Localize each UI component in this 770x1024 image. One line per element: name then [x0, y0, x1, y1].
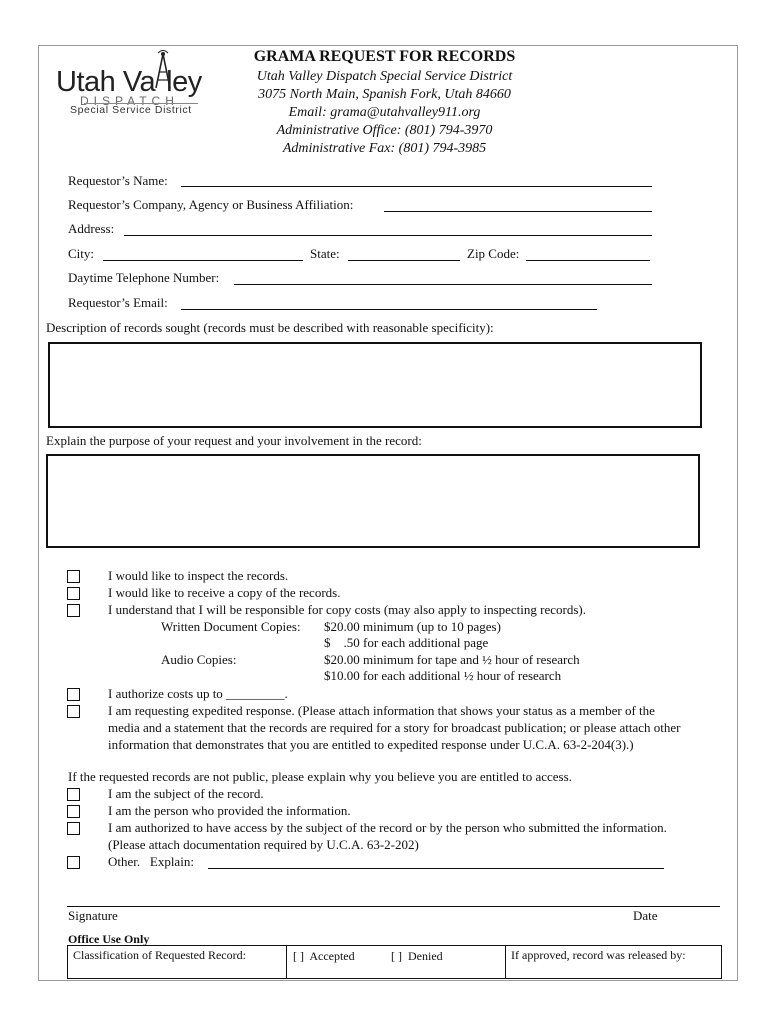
- state-input[interactable]: [348, 259, 460, 261]
- fee-audio-additional: $10.00 for each additional ½ hour of research: [324, 668, 562, 683]
- header-org: Utah Valley Dispatch Special Service District: [256, 69, 513, 84]
- office-use-title: Office Use Only: [68, 932, 150, 946]
- provided-checkbox[interactable]: [67, 805, 80, 818]
- email-label: Requestor’s Email:: [68, 295, 168, 310]
- office-use-table: [67, 945, 722, 979]
- description-textarea[interactable]: [48, 342, 702, 428]
- fee-audio-label: Audio Copies:: [161, 652, 237, 667]
- subject-label: I am the subject of the record.: [108, 786, 264, 801]
- copy-label: I would like to receive a copy of the records.: [108, 585, 341, 600]
- classification-cell: [68, 946, 287, 978]
- copy-checkbox[interactable]: [67, 587, 80, 600]
- header-email: Email: grama@utahvalley911.org: [288, 105, 481, 120]
- city-label: City:: [68, 246, 95, 261]
- address-input[interactable]: [124, 234, 652, 236]
- classification-label: Classification of Requested Record:: [73, 948, 246, 962]
- fee-written-additional: $ .50 for each additional page: [324, 635, 489, 650]
- logo-dispatch: DISPATCH: [80, 94, 179, 108]
- expedited-checkbox[interactable]: [67, 705, 80, 718]
- date-label: Date: [633, 908, 658, 923]
- requestor-name-input[interactable]: [181, 185, 652, 187]
- purpose-textarea[interactable]: [46, 454, 700, 548]
- address-label: Address:: [68, 221, 115, 236]
- authorized-checkbox[interactable]: [67, 822, 80, 835]
- denied-option[interactable]: [ ] Denied: [391, 949, 443, 963]
- other-label: Other. Explain:: [108, 854, 194, 869]
- fee-audio-minimum: $20.00 minimum for tape and ½ hour of research: [324, 652, 580, 667]
- header-office-phone: Administrative Office: (801) 794-3970: [276, 123, 493, 138]
- city-input[interactable]: [103, 259, 303, 261]
- zip-label: Zip Code:: [467, 246, 520, 261]
- logo-subtitle: Special Service District: [70, 104, 192, 116]
- fee-written-label: Written Document Copies:: [161, 619, 301, 634]
- authorized-label: I am authorized to have access by the subject of the record or by the person who submitted the information.: [108, 820, 667, 835]
- authorize-label: I authorize costs up to _________.: [108, 686, 288, 701]
- company-label: Requestor’s Company, Agency or Business Affiliation:: [68, 197, 354, 212]
- expedited-label-line-2: media and a statement that the records are required for a story for broadcast publication; or please attach other: [108, 720, 681, 735]
- phone-input[interactable]: [234, 283, 652, 285]
- released-by-label: If approved, record was released by:: [511, 948, 686, 962]
- expedited-label-line-1: I am requesting expedited response. (Please attach information that shows your status as a member of the: [108, 703, 655, 718]
- form-title: GRAMA REQUEST FOR RECORDS: [253, 48, 516, 65]
- logo-name-right: ley: [166, 66, 202, 98]
- requestor-name-label: Requestor’s Name:: [68, 173, 168, 188]
- accepted-option[interactable]: [ ] Accepted: [293, 949, 355, 963]
- zip-input[interactable]: [526, 259, 650, 261]
- signature-label: Signature: [68, 908, 118, 923]
- costs-label: I understand that I will be responsible for copy costs (may also apply to inspecting records).: [108, 602, 586, 617]
- state-label: State:: [310, 246, 340, 261]
- phone-label: Daytime Telephone Number:: [68, 270, 220, 285]
- logo-name-left: Utah Va: [56, 66, 156, 98]
- authorize-checkbox[interactable]: [67, 688, 80, 701]
- company-input[interactable]: [384, 210, 652, 212]
- other-explain-input[interactable]: [208, 867, 664, 869]
- provided-label: I am the person who provided the information.: [108, 803, 351, 818]
- costs-checkbox[interactable]: [67, 604, 80, 617]
- expedited-label-line-3: information that demonstrates that you are entitled to expedited response under U.C.A. 63-2-204(3).): [108, 737, 634, 752]
- other-checkbox[interactable]: [67, 856, 80, 869]
- description-label: Description of records sought (records must be described with reasonable specificity):: [46, 320, 494, 335]
- decision-cell: [287, 946, 506, 978]
- authorized-note: (Please attach documentation required by U.C.A. 63-2-202): [108, 837, 419, 852]
- email-input[interactable]: [181, 308, 597, 310]
- fee-written-minimum: $20.00 minimum (up to 10 pages): [324, 619, 501, 634]
- header-address: 3075 North Main, Spanish Fork, Utah 84660: [258, 87, 511, 102]
- subject-checkbox[interactable]: [67, 788, 80, 801]
- purpose-label: Explain the purpose of your request and your involvement in the record:: [46, 433, 422, 448]
- header-fax: Administrative Fax: (801) 794-3985: [282, 141, 487, 156]
- inspect-label: I would like to inspect the records.: [108, 568, 289, 583]
- signature-line[interactable]: [67, 905, 720, 907]
- inspect-checkbox[interactable]: [67, 570, 80, 583]
- not-public-intro: If the requested records are not public, please explain why you believe you are entitled to access.: [68, 769, 572, 784]
